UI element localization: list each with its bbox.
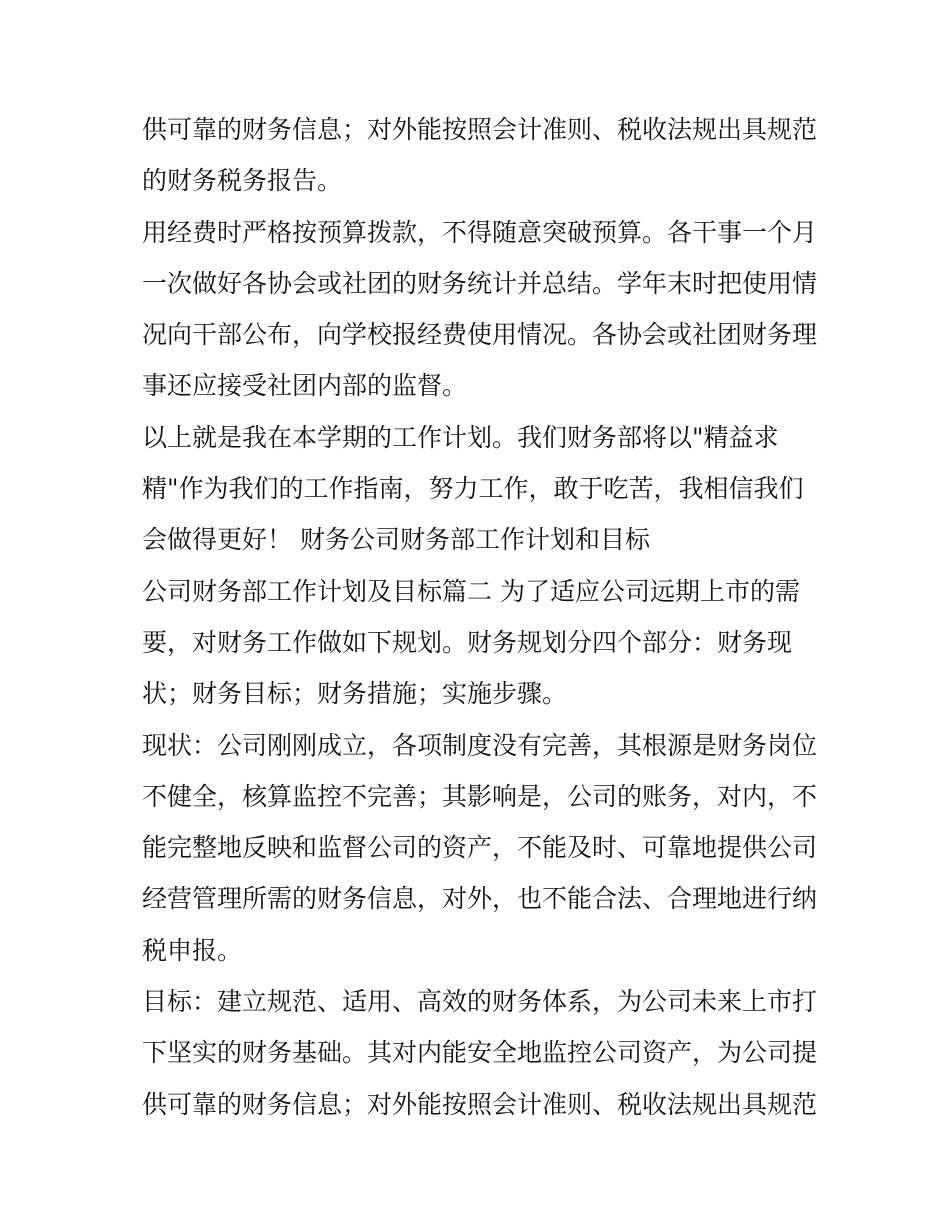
text-line: 能完整地反映和监督公司的资产，不能及时、可靠地提供公司: [142, 833, 818, 863]
text-line: 以上就是我在本学期的工作计划。我们财务部将以"精益求: [142, 422, 779, 452]
text-line: 会做得更好！ 财务公司财务部工作计划和目标: [142, 525, 650, 555]
text-line: 事还应接受社团内部的监督。: [142, 371, 468, 401]
text-line: 现状：公司刚刚成立，各项制度没有完善，其根源是财务岗位: [142, 730, 818, 760]
text-line: 不健全，核算监控不完善；其影响是，公司的账务，对内，不: [142, 781, 818, 811]
text-line: 的财务税务报告。: [142, 166, 343, 196]
document-body: [142, 104, 822, 1130]
text-line: 目标：建立规范、适用、高效的财务体系，为公司未来上市打: [142, 987, 818, 1017]
text-line: 税申报。: [142, 935, 243, 965]
text-line: 要，对财务工作做如下规划。财务规划分四个部分：财务现: [142, 627, 793, 657]
text-line: 用经费时严格按预算拨款，不得随意突破预算。各干事一个月: [142, 217, 818, 247]
text-line: 供可靠的财务信息；对外能按照会计准则、税收法规出具规范: [142, 115, 818, 144]
text-line: 经营管理所需的财务信息，对外，也不能合法、合理地进行纳: [142, 884, 818, 914]
text-line: 状；财务目标；财务措施；实施步骤。: [142, 679, 568, 709]
text-line: 一次做好各协会或社团的财务统计并总结。学年末时把使用情: [142, 268, 818, 298]
text-line: 公司财务部工作计划及目标篇二 为了适应公司远期上市的需: [142, 576, 800, 606]
text-line: 供可靠的财务信息；对外能按照会计准则、税收法规出具规范: [142, 1089, 818, 1119]
text-line: 下坚实的财务基础。其对内能安全地监控公司资产，为公司提: [142, 1038, 818, 1068]
text-line: 精"作为我们的工作指南，努力工作，敢于吃苦，我相信我们: [142, 474, 804, 504]
text-line: 况向干部公布，向学校报经费使用情况。各协会或社团财务理: [142, 320, 818, 350]
